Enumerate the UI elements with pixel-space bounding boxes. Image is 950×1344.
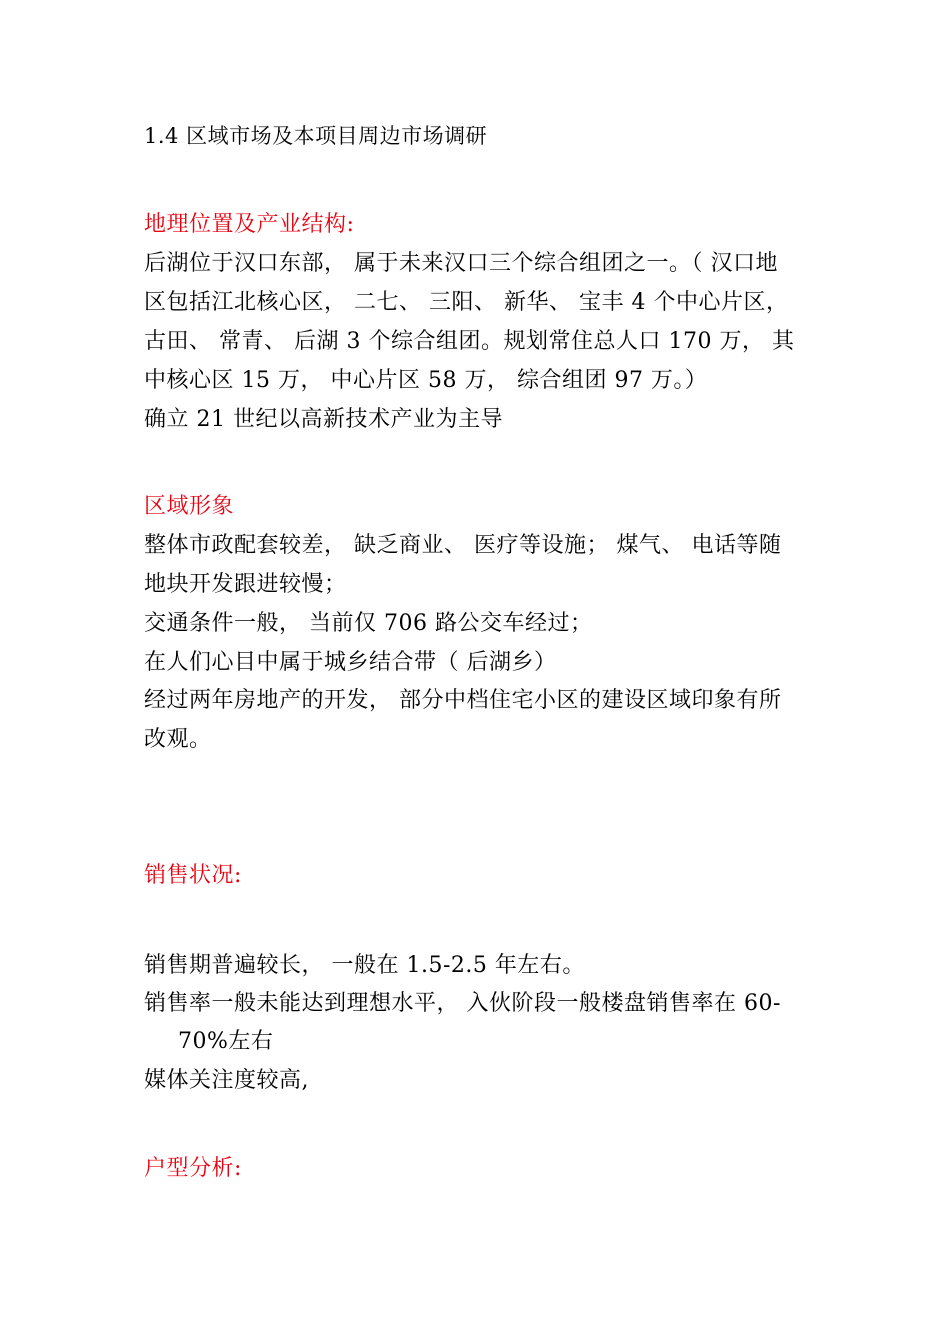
paragraph-line: 经过两年房地产的开发， 部分中档住宅小区的建设区域印象有所 [144, 688, 782, 713]
paragraph-line: 销售期普遍较长， 一般在 1.5-2.5 年左右。 [144, 953, 585, 978]
paragraph-line: 70%左右 [178, 1029, 274, 1054]
paragraph-line: 整体市政配套较差， 缺乏商业、 医疗等设施； 煤气、 电话等随 [144, 533, 782, 558]
paragraph-line: 古田、 常青、 后湖 3 个综合组团。规划常住总人口 170 万， 其 [144, 329, 795, 354]
paragraph-line: 地块开发跟进较慢； [144, 572, 347, 597]
paragraph-line: 后湖位于汉口东部， 属于未来汉口三个综合组团之一。（ 汉口地 [144, 251, 778, 276]
page-title: 1.4 区域市场及本项目周边市场调研 [144, 124, 488, 148]
section-heading-layout: 户型分析: [144, 1156, 242, 1181]
paragraph-line: 在人们心目中属于城乡结合带（ 后湖乡） [144, 650, 557, 675]
section-heading-image: 区域形象 [144, 494, 235, 519]
paragraph-line: 区包括江北核心区， 二七、 三阳、 新华、 宝丰 4 个中心片区， [144, 290, 789, 315]
paragraph-line: 确立 21 世纪以高新技术产业为主导 [144, 407, 503, 432]
paragraph-line: 销售率一般未能达到理想水平， 入伙阶段一般楼盘销售率在 60- [144, 991, 781, 1016]
paragraph-line: 中核心区 15 万， 中心片区 58 万， 综合组团 97 万。） [144, 368, 708, 393]
paragraph-line: 媒体关注度较高, [144, 1068, 309, 1093]
section-heading-sales: 销售状况: [144, 863, 242, 888]
paragraph-line: 交通条件一般， 当前仅 706 路公交车经过； [144, 611, 593, 636]
section-heading-geo: 地理位置及产业结构: [144, 212, 355, 237]
paragraph-line: 改观。 [144, 727, 212, 752]
